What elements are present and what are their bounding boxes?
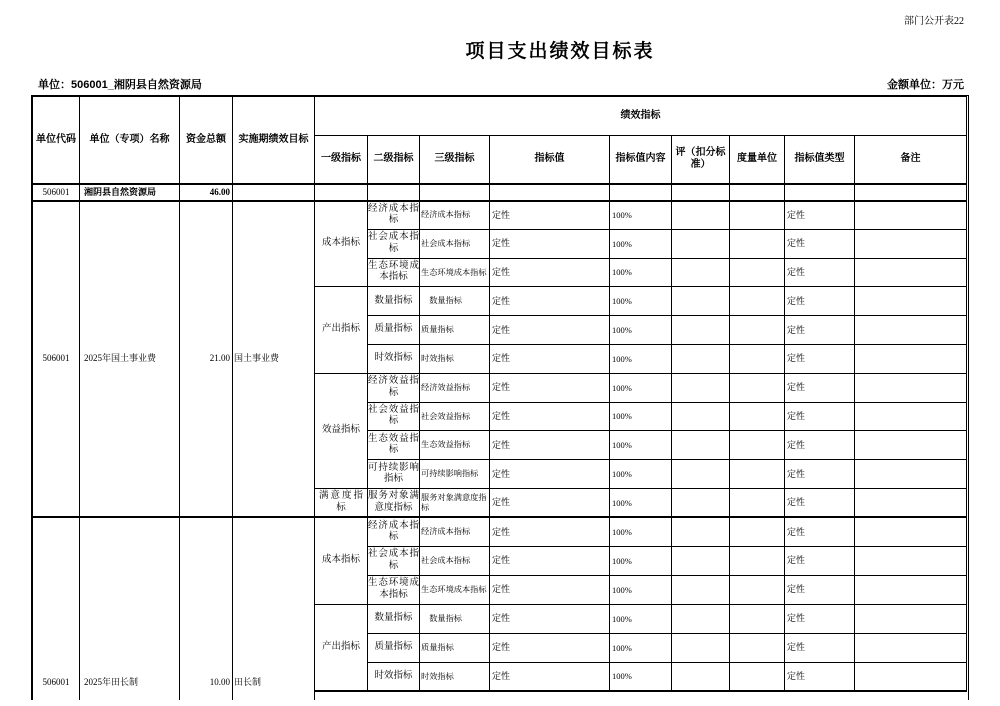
- header-unit-code: 单位代码: [33, 97, 80, 184]
- cell-value-content: 100%: [610, 229, 672, 258]
- cell-deduction: [672, 575, 730, 604]
- cell-level3: 质量指标: [420, 316, 490, 345]
- cell-level3: 生态环境成本指标: [420, 575, 490, 604]
- header-unit-name: 单位（专项）名称: [80, 97, 180, 184]
- cell-measure-unit: [730, 575, 785, 604]
- cell-value-type: 定性: [785, 373, 855, 402]
- cell-note: [855, 604, 967, 633]
- header-deduction: 评（扣分标准）: [672, 136, 730, 184]
- cell-value-type: 定性: [785, 633, 855, 662]
- cell-value-content: 100%: [610, 460, 672, 489]
- cell-level3: 社会成本指标: [420, 546, 490, 575]
- cell-measure-unit: [730, 373, 785, 402]
- cell-deduction: [672, 633, 730, 662]
- cell-value-content: 100%: [610, 373, 672, 402]
- cell-unit-code: 506001: [33, 201, 80, 518]
- cell-indicator-value: 定性: [490, 460, 610, 489]
- unit-label: 单位：506001_湘阴县自然资源局: [38, 79, 202, 91]
- cell-measure-unit: [730, 604, 785, 633]
- cell-empty: [315, 184, 368, 201]
- header-level3: 三级指标: [420, 136, 490, 184]
- cell-level2: 数量指标: [368, 604, 420, 633]
- cell-level1: 效益指标: [315, 373, 368, 488]
- cell-level2: 质量指标: [368, 316, 420, 345]
- cell-deduction: [672, 662, 730, 691]
- cell-level2: 服务对象满意度指标: [368, 488, 420, 517]
- cell-value-content: 100%: [610, 431, 672, 460]
- cell-deduction: [672, 258, 730, 287]
- cell-note: [855, 431, 967, 460]
- cell-level3: 经济成本指标: [420, 517, 490, 546]
- cell-value-content: 100%: [610, 402, 672, 431]
- cell-measure-unit: [730, 229, 785, 258]
- cell-value-content: 100%: [610, 287, 672, 316]
- cell-note: [855, 546, 967, 575]
- cell-impl-target: 田长制: [233, 517, 315, 700]
- cell-empty: [368, 184, 420, 201]
- cell-value-content: 100%: [610, 517, 672, 546]
- header-indicator-value: 指标值: [490, 136, 610, 184]
- cell-deduction: [672, 201, 730, 230]
- cell-unit-code: 506001: [33, 184, 80, 201]
- cell-indicator-value: 定性: [490, 402, 610, 431]
- cell-level2: 经济成本指标: [368, 517, 420, 546]
- amount-unit-label: 金额单位：万元: [887, 79, 964, 91]
- cell-value-content: 100%: [610, 662, 672, 691]
- cell-level2: 生态效益指标: [368, 431, 420, 460]
- cell-note: [855, 633, 967, 662]
- cell-value-type: 定性: [785, 201, 855, 230]
- cell-note: [855, 517, 967, 546]
- cell-value-type: 定性: [785, 229, 855, 258]
- cell-level2: 社会效益指标: [368, 402, 420, 431]
- header-impl-target: 实施期绩效目标: [233, 97, 315, 184]
- cell-deduction: [672, 431, 730, 460]
- cell-level3: 经济成本指标: [420, 201, 490, 230]
- cell-deduction: [672, 344, 730, 373]
- cell-deduction: [672, 316, 730, 345]
- table-header-row: [33, 97, 967, 136]
- cell-level1: 产出指标: [315, 604, 368, 691]
- header-total-amount: 资金总额: [180, 97, 233, 184]
- cell-level2: 时效指标: [368, 344, 420, 373]
- cell-indicator-value: 定性: [490, 431, 610, 460]
- cell-indicator-value: 定性: [490, 316, 610, 345]
- cell-indicator-value: 定性: [490, 488, 610, 517]
- cell-note: [855, 460, 967, 489]
- cell-level1: 成本指标: [315, 201, 368, 287]
- cell-value-content: 100%: [610, 546, 672, 575]
- cell-value-type: 定性: [785, 604, 855, 633]
- cell-indicator-value: 定性: [490, 604, 610, 633]
- cell-value-content: 100%: [610, 575, 672, 604]
- table-row: [33, 517, 967, 546]
- cell-level2: 时效指标: [368, 662, 420, 691]
- cell-value-type: 定性: [785, 575, 855, 604]
- cell-indicator-value: 定性: [490, 201, 610, 230]
- cell-level2: 经济成本指标: [368, 201, 420, 230]
- cell-indicator-value: 定性: [490, 373, 610, 402]
- cell-unit-code: 506001: [33, 517, 80, 700]
- cell-level3: 时效指标: [420, 344, 490, 373]
- cell-level3: 数量指标: [420, 604, 490, 633]
- cell-note: [855, 201, 967, 230]
- cell-unit-name: 2025年国土事业费: [80, 201, 180, 518]
- cell-indicator-value: 定性: [490, 229, 610, 258]
- cell-amount: 46.00: [180, 184, 233, 201]
- cell-note: [855, 287, 967, 316]
- cell-note: [855, 344, 967, 373]
- cell-level1: 产出指标: [315, 287, 368, 373]
- cell-value-type: 定性: [785, 258, 855, 287]
- header-note: 备注: [855, 136, 967, 184]
- cell-indicator-value: 定性: [490, 546, 610, 575]
- header-value-type: 指标值类型: [785, 136, 855, 184]
- cell-empty: [672, 184, 730, 201]
- cell-level3: 时效指标: [420, 662, 490, 691]
- cell-value-content: 100%: [610, 258, 672, 287]
- cell-deduction: [672, 488, 730, 517]
- cell-level3: 质量指标: [420, 633, 490, 662]
- cell-measure-unit: [730, 517, 785, 546]
- page-title: 项目支出绩效目标表: [465, 41, 655, 62]
- cell-note: [855, 316, 967, 345]
- cell-level2: 生态环境成本指标: [368, 258, 420, 287]
- cell-value-content: 100%: [610, 201, 672, 230]
- cell-indicator-value: 定性: [490, 662, 610, 691]
- cell-value-type: 定性: [785, 316, 855, 345]
- cell-value-type: 定性: [785, 662, 855, 691]
- cell-value-content: 100%: [610, 344, 672, 373]
- cell-indicator-value: 定性: [490, 633, 610, 662]
- cell-level3: 生态效益指标: [420, 431, 490, 460]
- cell-level3: 服务对象满意度指标: [420, 488, 490, 517]
- cell-note: [855, 229, 967, 258]
- cell-amount: 21.00: [180, 201, 233, 518]
- cell-measure-unit: [730, 662, 785, 691]
- cell-measure-unit: [730, 633, 785, 662]
- cell-deduction: [672, 517, 730, 546]
- cell-indicator-value: 定性: [490, 287, 610, 316]
- cell-deduction: [672, 229, 730, 258]
- cell-level2: 数量指标: [368, 287, 420, 316]
- cell-level3: 数量指标: [420, 287, 490, 316]
- cell-empty: [855, 184, 967, 201]
- cell-empty: [490, 184, 610, 201]
- cell-measure-unit: [730, 201, 785, 230]
- cell-level3: 生态环境成本指标: [420, 258, 490, 287]
- cell-level3: 可持续影响指标: [420, 460, 490, 489]
- header-value-content: 指标值内容: [610, 136, 672, 184]
- cell-value-type: 定性: [785, 431, 855, 460]
- cell-deduction: [672, 546, 730, 575]
- header-level1: 一级指标: [315, 136, 368, 184]
- cell-deduction: [672, 604, 730, 633]
- cell-deduction: [672, 287, 730, 316]
- table-row: [33, 201, 967, 230]
- cell-indicator-value: 定性: [490, 258, 610, 287]
- cell-value-content: 100%: [610, 316, 672, 345]
- cell-indicator-value: 定性: [490, 575, 610, 604]
- cell-unit-name: 2025年田长制: [80, 517, 180, 700]
- cell-value-content: 100%: [610, 488, 672, 517]
- cell-value-content: 100%: [610, 604, 672, 633]
- cell-level2: 可持续影响指标: [368, 460, 420, 489]
- cell-measure-unit: [730, 488, 785, 517]
- cell-deduction: [672, 460, 730, 489]
- cell-level1: 满意度指标: [315, 488, 368, 517]
- cell-value-type: 定性: [785, 460, 855, 489]
- cell-measure-unit: [730, 546, 785, 575]
- cell-value-type: 定性: [785, 546, 855, 575]
- cell-value-content: 100%: [610, 633, 672, 662]
- cell-note: [855, 662, 967, 691]
- cell-filler: [315, 691, 967, 700]
- cell-measure-unit: [730, 287, 785, 316]
- cell-level3: 经济效益指标: [420, 373, 490, 402]
- cell-note: [855, 402, 967, 431]
- cell-measure-unit: [730, 402, 785, 431]
- performance-table-wrapper: [31, 95, 969, 700]
- cell-empty: [420, 184, 490, 201]
- cell-note: [855, 373, 967, 402]
- cell-level2: 经济效益指标: [368, 373, 420, 402]
- cell-value-type: 定性: [785, 517, 855, 546]
- cell-value-type: 定性: [785, 402, 855, 431]
- cell-amount: 10.00: [180, 517, 233, 700]
- cell-value-type: 定性: [785, 488, 855, 517]
- cell-value-type: 定性: [785, 287, 855, 316]
- cell-indicator-value: 定性: [490, 517, 610, 546]
- cell-measure-unit: [730, 344, 785, 373]
- cell-deduction: [672, 373, 730, 402]
- header-measure-unit: 度量单位: [730, 136, 785, 184]
- cell-level2: 社会成本指标: [368, 546, 420, 575]
- cell-indicator-value: 定性: [490, 344, 610, 373]
- cell-deduction: [672, 402, 730, 431]
- cell-empty: [785, 184, 855, 201]
- header-level2: 二级指标: [368, 136, 420, 184]
- cell-value-type: 定性: [785, 344, 855, 373]
- cell-empty: [610, 184, 672, 201]
- performance-table: [32, 96, 967, 700]
- table-row: [33, 184, 967, 201]
- cell-level2: 生态环境成本指标: [368, 575, 420, 604]
- corner-label: 部门公开表22: [904, 16, 964, 27]
- cell-measure-unit: [730, 460, 785, 489]
- cell-unit-name: 湘阴县自然资源局: [80, 184, 180, 201]
- cell-level3: 社会成本指标: [420, 229, 490, 258]
- cell-measure-unit: [730, 258, 785, 287]
- cell-note: [855, 258, 967, 287]
- cell-empty: [730, 184, 785, 201]
- cell-note: [855, 488, 967, 517]
- cell-level2: 质量指标: [368, 633, 420, 662]
- cell-level1: 成本指标: [315, 517, 368, 604]
- cell-impl-target: [233, 184, 315, 201]
- cell-note: [855, 575, 967, 604]
- cell-measure-unit: [730, 431, 785, 460]
- cell-measure-unit: [730, 316, 785, 345]
- cell-level3: 社会效益指标: [420, 402, 490, 431]
- cell-level2: 社会成本指标: [368, 229, 420, 258]
- cell-impl-target: 国土事业费: [233, 201, 315, 518]
- header-perf-group: 绩效指标: [315, 97, 967, 136]
